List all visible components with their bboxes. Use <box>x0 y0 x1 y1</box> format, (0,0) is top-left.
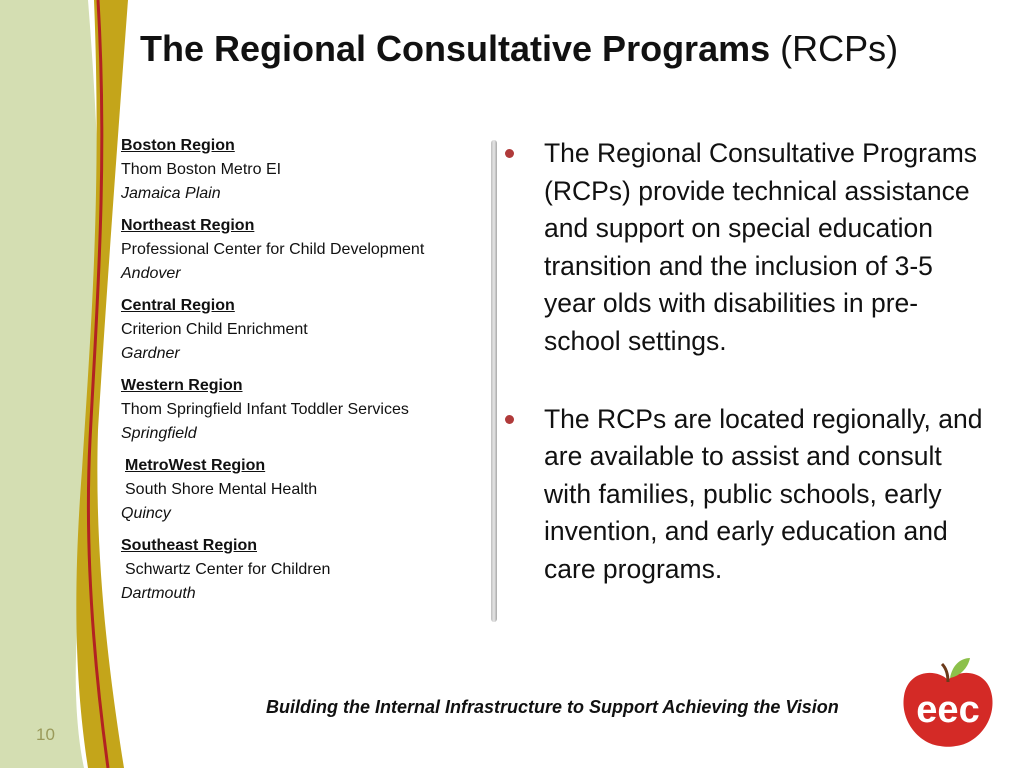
region-name: Southeast Region <box>121 537 258 554</box>
region-org: Thom Springfield Infant Toddler Services <box>121 401 409 418</box>
bullet-list <box>505 135 990 629</box>
region-org: South Shore Mental Health <box>125 481 318 498</box>
bullet-text: The Regional Consultative Programs (RCPs) provide technical assistance and support on special education transition and the inclusion of 3-5 year olds with disabilities in pre-school settings. <box>544 138 978 356</box>
region-city: Andover <box>121 265 181 282</box>
bullet-dot-icon <box>505 149 514 158</box>
slide-title <box>140 28 1010 70</box>
logo-text: eec <box>916 689 980 731</box>
region-org: Schwartz Center for Children <box>125 561 331 578</box>
region-org: Professional Center for Child Development <box>121 241 425 258</box>
eec-logo <box>898 652 998 752</box>
footer-tagline: Building the Internal Infrastructure to Support Achieving the Vision <box>266 697 839 717</box>
region-item <box>121 214 481 286</box>
region-name: Central Region <box>121 297 235 314</box>
region-name: Boston Region <box>121 137 235 154</box>
region-city: Quincy <box>121 505 171 522</box>
title-abbrev: (RCPs) <box>780 28 899 69</box>
region-org: Thom Boston Metro EI <box>121 161 282 178</box>
region-city: Dartmouth <box>121 585 196 602</box>
region-list <box>121 134 481 614</box>
region-city: Gardner <box>121 345 180 362</box>
region-org: Criterion Child Enrichment <box>121 321 308 338</box>
title-bold: The Regional Consultative Programs <box>140 28 771 69</box>
slide-number: 10 <box>36 725 55 744</box>
region-item <box>121 134 481 206</box>
region-item <box>121 534 481 606</box>
bullet-item <box>505 135 990 361</box>
region-item <box>121 374 481 446</box>
bullet-text: The RCPs are located regionally, and are available to assist and consult with families, public schools, early invention, and early education and care programs. <box>544 403 983 584</box>
region-name: Northeast Region <box>121 217 255 234</box>
bullet-dot-icon <box>505 415 514 424</box>
region-item <box>121 294 481 366</box>
region-city: Springfield <box>121 425 197 442</box>
region-name: Western Region <box>121 377 243 394</box>
region-city: Jamaica Plain <box>121 185 221 202</box>
decorative-side-panel <box>0 0 140 768</box>
region-name: MetroWest Region <box>125 457 266 474</box>
region-item <box>121 454 481 526</box>
column-divider <box>491 140 497 622</box>
bullet-item <box>505 401 990 589</box>
